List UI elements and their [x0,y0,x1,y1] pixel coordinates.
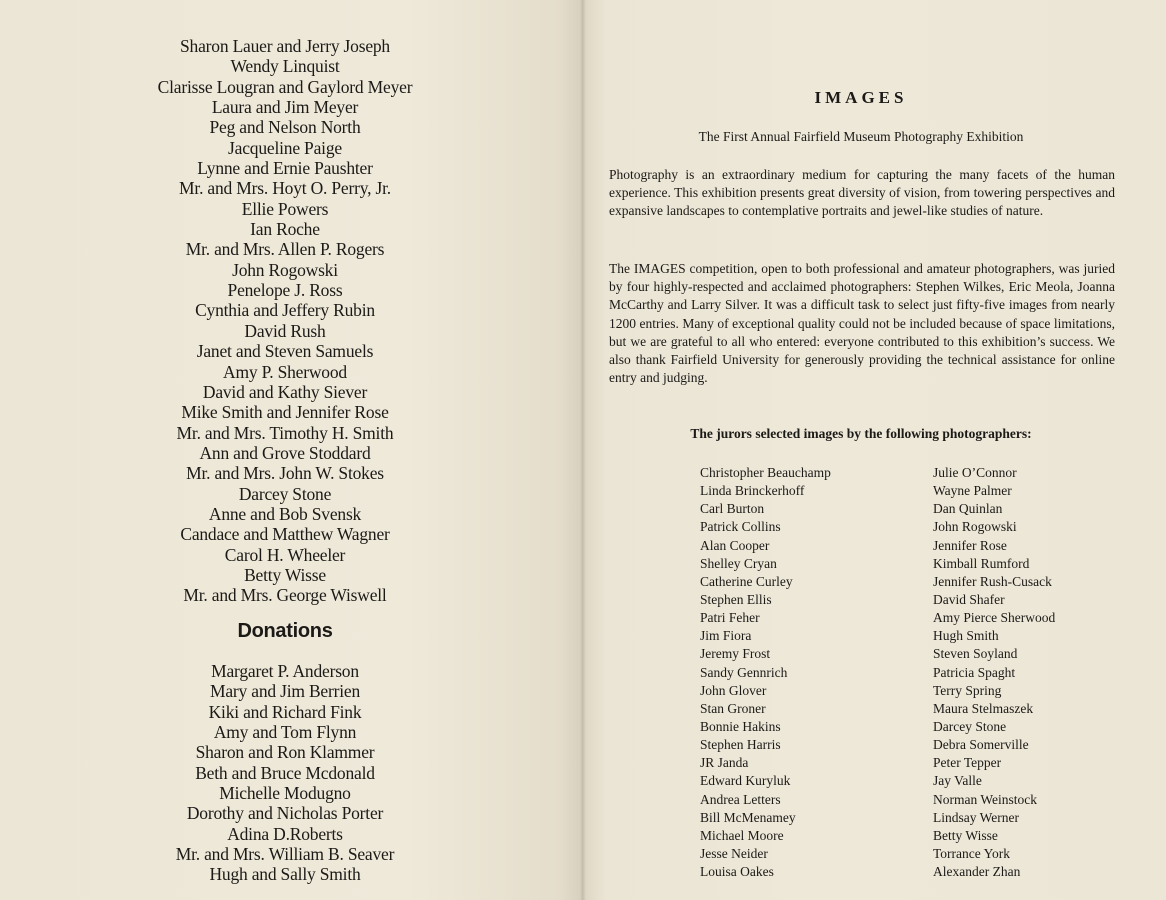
photographer-name: Peter Tepper [933,755,1002,771]
patron-name: Mike Smith and Jennifer Rose [181,402,389,423]
photographer-name: Wayne Palmer [933,483,1012,499]
donor-name: Sharon and Ron Klammer [195,742,375,763]
photographer-name: Dan Quinlan [933,501,1003,517]
jurors-heading: The jurors selected images by the following photographers: [690,426,1032,441]
patron-name: Cynthia and Jeffery Rubin [195,300,375,321]
donations-list [0,661,570,885]
patron-name: Laura and Jim Meyer [211,97,359,118]
patron-name: Janet and Steven Samuels [196,341,374,362]
patron-name: Wendy Linquist [230,56,340,77]
photographer-name: Michael Moore [700,827,784,843]
competition-paragraph: The IMAGES competition, open to both professional and amateur photographers, was juried by four highly-respected and acclaimed photographers: Stephen Wilkes, Eric Meola, Joanna McCarthy and Larry Silver. It was a difficult task to select just fifty-five images from nearly 1200 entries. Many of exceptional quality could not be included because of space limitations, but we are grateful to all who entered: everyone contributed to this exhibition’s success. We also thank Fairfield University for generously providing the technical assistance for online entry and judging. [609,261,1115,386]
donor-name: Mary and Jim Berrien [209,681,361,702]
patron-name: Peg and Nelson North [209,117,361,138]
photographer-name: Bonnie Hakins [700,718,781,734]
photographer-name: Debra Somerville [933,737,1029,753]
photographer-name: Stephen Ellis [700,591,772,607]
photographer-name: Christopher Beauchamp [700,465,831,480]
photographer-name: John Glover [700,682,767,698]
photographer-name: Jesse Neider [700,845,768,861]
photographer-name: John Rogowski [933,519,1017,535]
patron-name: Penelope J. Ross [227,280,343,301]
photographer-name: Andrea Letters [700,791,781,807]
photographer-name: Stan Groner [700,700,766,716]
donor-name: Michelle Modugno [219,783,351,804]
donor-name: Dorothy and Nicholas Porter [186,803,384,824]
photographer-name: Patrick Collins [700,519,781,535]
photographers-column-2 [933,464,1055,881]
patron-name: Ann and Grove Stoddard [199,442,371,463]
photographer-name: Patricia Spaght [933,664,1016,680]
photographer-name: Sandy Gennrich [700,664,788,680]
donor-name: Adina D.Roberts [227,823,343,844]
photographer-name: Patri Feher [700,610,760,626]
patron-name: Jacqueline Paige [228,137,342,158]
photographer-name: Jim Fiora [700,628,752,644]
photographer-name: Norman Weinstock [933,791,1038,807]
photographer-name: Jay Valle [933,773,982,789]
patron-name: David and Kathy Siever [202,381,368,402]
patron-name: Mr. and Mrs. John W. Stokes [186,463,384,484]
patron-name: Mr. and Mrs. Timothy H. Smith [176,422,394,443]
intro-paragraph: Photography is an extraordinary medium for capturing the many facets of the human experience. This exhibition presents great diversity of vision, from towering perspectives and expansive landscapes to contemplative portraits and jewel-like studies of nature. [609,167,1115,219]
photographer-name: Steven Soyland [933,646,1018,662]
photographer-name: Hugh Smith [933,628,999,644]
donor-name: Hugh and Sally Smith [209,864,361,885]
photographer-name: Lindsay Werner [933,809,1020,825]
photographer-name: Carl Burton [700,501,765,517]
photographer-name: Alexander Zhan [933,864,1021,880]
patron-name: Mr. and Mrs. Hoyt O. Perry, Jr. [179,178,391,199]
patron-name: Ellie Powers [241,198,329,219]
photographer-name: Catherine Curley [700,573,793,589]
patron-name: David Rush [244,320,326,341]
patron-name: Anne and Bob Svensk [208,503,362,524]
patron-list [0,36,570,606]
photographer-name: Jennifer Rush-Cusack [933,573,1052,589]
photographer-name: Louisa Oakes [700,864,774,880]
exhibition-subtitle: The First Annual Fairfield Museum Photography Exhibition [698,129,1024,144]
donor-name: Amy and Tom Flynn [213,722,357,743]
exhibition-title: IMAGES [814,88,908,107]
photographer-name: Linda Brinckerhoff [700,483,805,499]
patron-name: Mr. and Mrs. George Wiswell [183,585,387,606]
photographer-name: Alan Cooper [700,537,770,553]
donations-heading: Donations [237,620,333,642]
photographer-name: Stephen Harris [700,737,781,753]
photographer-name: Jeremy Frost [700,646,771,662]
photographer-name: Jennifer Rose [933,537,1007,553]
patron-name: Clarisse Lougran and Gaylord Meyer [157,76,413,97]
patron-name: John Rogowski [232,259,338,280]
patron-name: Amy P. Sherwood [223,361,347,382]
patron-name: Mr. and Mrs. Allen P. Rogers [185,239,385,260]
photographer-name: Julie O’Connor [933,465,1017,480]
patron-name: Sharon Lauer and Jerry Joseph [180,36,390,56]
photographer-name: Shelley Cryan [700,555,777,571]
photographer-name: Darcey Stone [933,718,1007,734]
photographer-name: Edward Kuryluk [700,773,791,789]
photographer-name: Betty Wisse [933,827,998,843]
photographer-name: Amy Pierce Sherwood [933,610,1056,626]
patron-name: Ian Roche [250,219,320,240]
donor-name: Kiki and Richard Fink [208,701,362,722]
patron-name: Lynne and Ernie Paushter [197,158,373,179]
donor-name: Margaret P. Anderson [211,661,359,681]
photographer-name: Bill McMenamey [700,809,796,825]
photographer-name: Terry Spring [933,682,1002,698]
donor-name: Beth and Bruce Mcdonald [195,762,375,783]
photographers-column-1 [700,464,831,881]
patron-name: Carol H. Wheeler [224,544,346,565]
patron-name: Candace and Matthew Wagner [180,524,390,545]
photographer-name: Torrance York [933,845,1011,861]
patron-name: Darcey Stone [238,483,332,504]
photographer-name: Kimball Rumford [933,555,1030,571]
photographer-name: JR Janda [700,755,749,771]
patron-name: Betty Wisse [244,564,326,585]
donor-name: Mr. and Mrs. William B. Seaver [175,844,395,865]
photographer-name: David Shafer [933,591,1005,607]
photographer-name: Maura Stelmaszek [933,700,1034,716]
